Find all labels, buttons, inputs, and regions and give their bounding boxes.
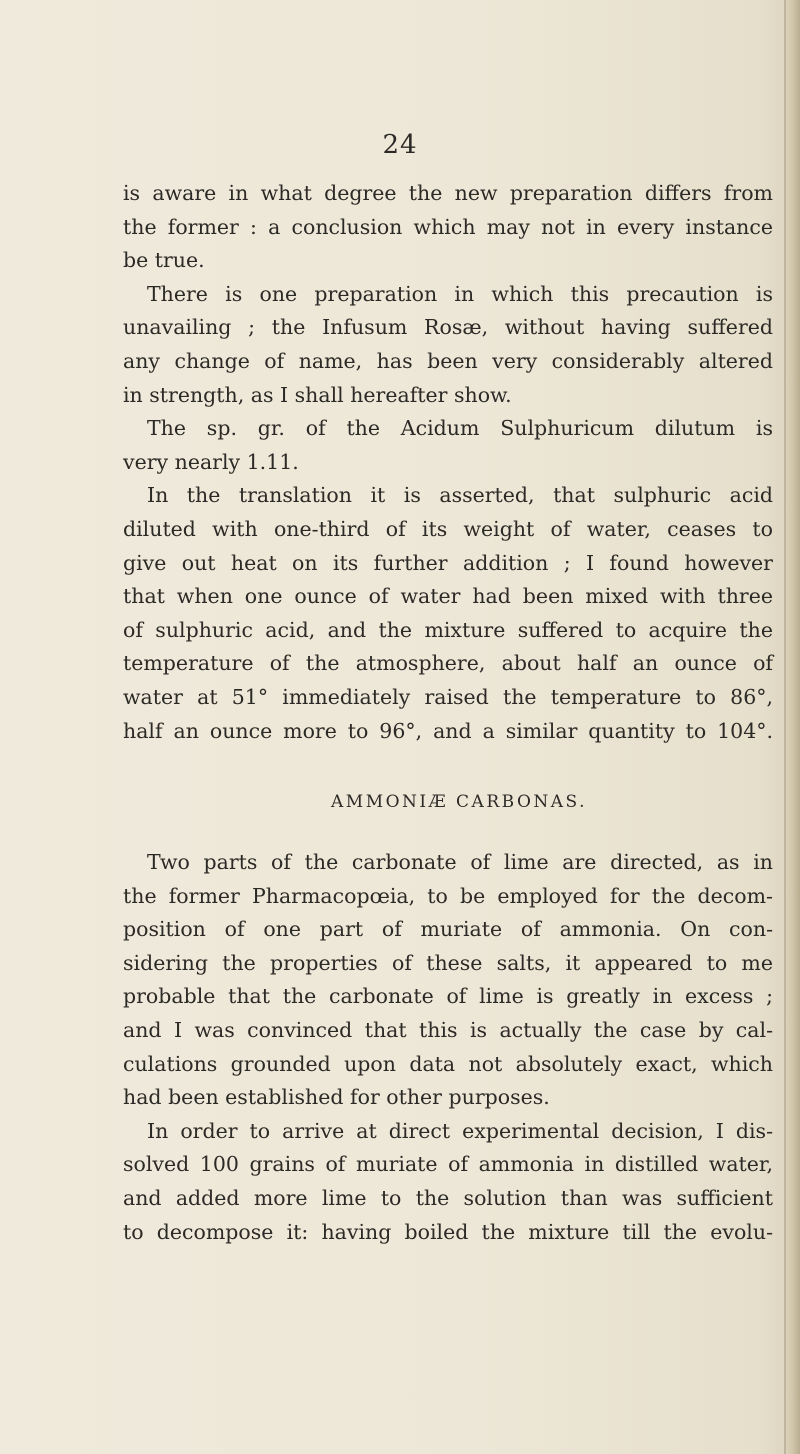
page-edge-line [784, 0, 786, 1454]
text-line: to decompose it: having boiled the mixture till the evolu- [123, 1219, 773, 1244]
text-line: In the translation it is asserted, that sulphuric acid [147, 483, 773, 508]
text-line: is aware in what degree the new preparation differs from [123, 181, 773, 205]
page-number: 24 [382, 130, 418, 160]
section-heading [0, 792, 800, 812]
text-line: solved 100 grains of muriate of ammonia in distilled water, [123, 1152, 773, 1177]
text-line: culations grounded upon data not absolutely exact, which [123, 1051, 773, 1076]
text-line: Two parts of the carbonate of lime are directed, as in [147, 850, 773, 874]
text-line: water at 51° immediately raised the temperature to 86°, [123, 684, 773, 709]
text-line: give out heat on its further addition ; I found however [123, 550, 773, 575]
text-line: in strength, as I shall hereafter show. [123, 382, 512, 407]
text-line: had been established for other purposes. [123, 1085, 550, 1110]
text-line: and added more lime to the solution than was sufficient [123, 1185, 773, 1210]
text-block-top [123, 177, 773, 748]
text-line: diluted with one-third of its weight of water, ceases to [123, 516, 773, 541]
text-line: There is one preparation in which this precaution is [147, 281, 773, 306]
text-line: temperature of the atmosphere, about half an ounce of [123, 651, 773, 676]
text-line: be true. [123, 248, 205, 273]
text-line: sidering the properties of these salts, it appeared to me [123, 950, 773, 975]
text-line: In order to arrive at direct experimental decision, I dis- [147, 1118, 773, 1143]
text-line: unavailing ; the Infusum Rosæ, without having suffered [123, 315, 773, 340]
text-line: of sulphuric acid, and the mixture suffered to acquire the [123, 617, 773, 642]
text-line: very nearly 1.11. [123, 449, 299, 474]
text-line: the former Pharmacopœia, to be employed for the decom- [123, 883, 773, 908]
text-line: probable that the carbonate of lime is greatly in excess ; [123, 984, 773, 1009]
text-line: and I was convinced that this is actually the case by cal- [123, 1017, 773, 1042]
text-line: half an ounce more to 96°, and a similar quantity to 104°. [123, 718, 773, 743]
text-block-bottom [123, 846, 773, 1249]
text-line: The sp. gr. of the Acidum Sulphuricum dilutum is [147, 416, 773, 441]
text-line: that when one ounce of water had been mixed with three [123, 584, 773, 609]
text-line: position of one part of muriate of ammonia. On con- [123, 917, 773, 942]
section-heading-text: AMMONIÆ CARBONAS. [331, 792, 587, 812]
text-line: the former : a conclusion which may not in every instance [123, 214, 773, 239]
text-line: any change of name, has been very considerably altered [123, 348, 773, 373]
